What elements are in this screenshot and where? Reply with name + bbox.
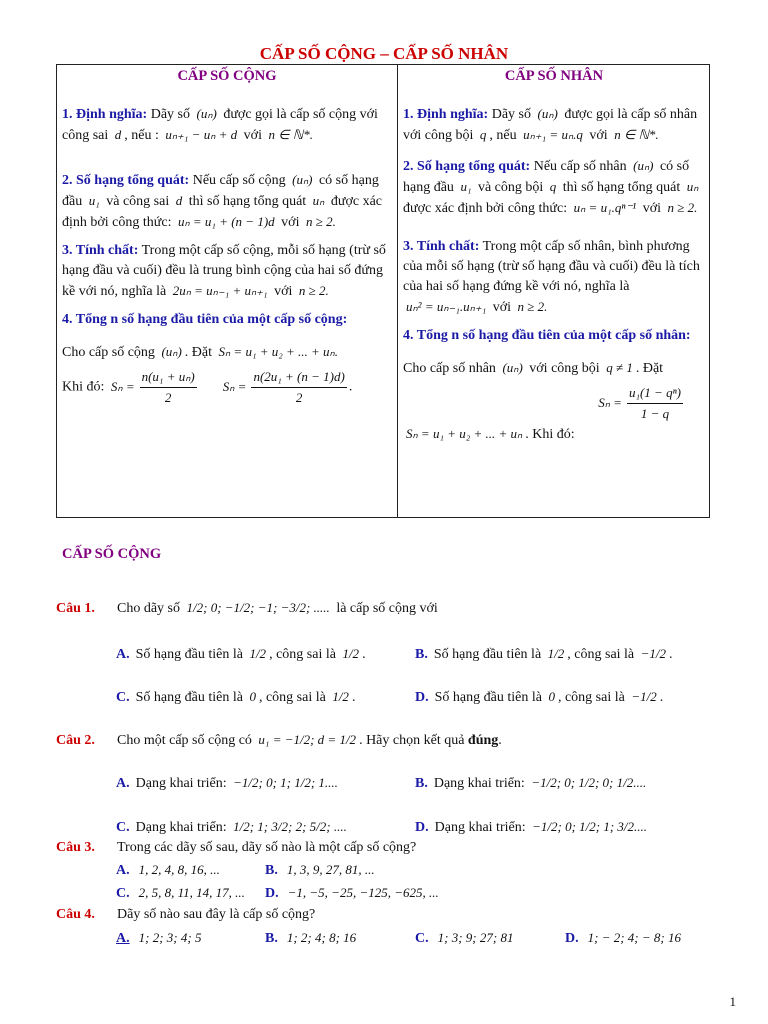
text: được gọi là cấp số cộng với công sai [62, 107, 378, 143]
option-c[interactable] [116, 819, 350, 836]
text: . Hãy chọn kết quả [359, 733, 468, 748]
text: , công sai là [258, 690, 330, 705]
math: 1, 3, 9, 27, 81, ... [286, 862, 375, 877]
option-b[interactable] [415, 775, 649, 792]
property-heading: 3. Tính chất: [62, 243, 139, 258]
math: uₙ₊₁ − uₙ + d [165, 127, 238, 142]
text: Dạng khai triển: [433, 776, 529, 791]
option-letter: B. [415, 776, 428, 791]
numerator: n(u₁ + uₙ) [140, 367, 197, 388]
numerator: n(2u₁ + (n − 1)d) [251, 367, 346, 388]
arithmetic-column [62, 66, 392, 416]
option-d[interactable] [565, 930, 684, 947]
option-d[interactable] [415, 819, 650, 836]
math: Sₙ = u₁ + u₂ + ... + uₙ. [218, 344, 338, 359]
option-letter: D. [415, 820, 429, 835]
math: 1, 2, 4, 8, 16, ... [138, 862, 220, 877]
geometric-sum [403, 326, 705, 445]
text: được xác định bởi công thức: [403, 201, 571, 216]
math: 1; 2; 4; 8; 16 [286, 930, 357, 945]
math: Sₙ = [598, 394, 622, 410]
option-c[interactable] [415, 930, 516, 947]
text: với [240, 128, 266, 143]
option-letter: C. [116, 886, 130, 901]
math: 1/2 [332, 689, 349, 704]
text: Số hạng đầu tiên là [135, 690, 247, 705]
math: uₙ = u₁.qⁿ⁻¹ [573, 200, 637, 215]
arithmetic-sum [62, 310, 392, 408]
definition-heading: 1. Định nghĩa: [403, 107, 489, 122]
math: (uₙ) [292, 172, 313, 187]
math: q ≠ 1 [606, 360, 633, 375]
option-a[interactable] [116, 862, 223, 879]
math: n ≥ 2. [517, 299, 548, 314]
text: với [270, 284, 296, 299]
math: n ∈ ℕ*. [614, 127, 659, 142]
text: và công sai [102, 194, 173, 209]
definition-heading: 1. Định nghĩa: [62, 107, 148, 122]
text: . [659, 690, 664, 705]
math: 1/2 [547, 646, 565, 661]
option-letter: D. [565, 931, 579, 946]
fraction [140, 367, 197, 408]
option-d[interactable] [265, 885, 442, 902]
denominator: 1 − q [640, 406, 670, 421]
text: Trong các dãy số sau, dãy số nào là một cấp số cộng? [117, 840, 417, 855]
geometric-definition [403, 104, 705, 146]
general-term-heading: 2. Số hạng tổng quát: [62, 173, 190, 188]
text: được xác định bởi công thức: [62, 194, 382, 230]
text: Cho cấp số cộng [62, 345, 159, 360]
math: q [549, 179, 557, 194]
text: Nếu cấp số nhân [530, 159, 631, 174]
option-letter: C. [415, 931, 429, 946]
option-letter: B. [415, 647, 428, 662]
question-3 [56, 840, 416, 856]
math: −1, −5, −25, −125, −625, ... [287, 885, 439, 900]
text: Khi đó: [62, 379, 108, 395]
option-letter: B. [265, 863, 278, 878]
math: uₙ [686, 179, 699, 194]
option-letter: C. [116, 690, 130, 705]
arithmetic-property [62, 241, 392, 302]
math: q [479, 127, 487, 142]
option-c[interactable] [116, 885, 248, 902]
math: 2uₙ = uₙ₋₁ + uₙ₊₁ [172, 283, 268, 298]
geometric-general-term [403, 156, 705, 219]
math: −1/2; 0; 1/2; 0; 1/2.... [531, 775, 647, 790]
math: −1/2 [640, 646, 667, 661]
text: Trong một cấp số cộng, mỗi số hạng (trừ số hạng đầu và cuối) đều là trung bình cộng của hai số đứng kề với nó, nghĩa là [62, 243, 386, 299]
option-b[interactable] [415, 646, 673, 663]
text: . [498, 733, 502, 748]
math: uₙ = u₁ + (n − 1)d [177, 214, 275, 229]
text: Dạng khai triển: [135, 776, 231, 791]
text: , công sai là [557, 690, 629, 705]
denominator: 2 [295, 390, 303, 405]
denominator: 2 [164, 390, 172, 405]
text: , công sai là [567, 647, 638, 662]
text: với [639, 201, 665, 216]
math: u₁ = −1/2; d = 1/2 [258, 732, 357, 747]
question-1 [56, 600, 438, 617]
text: Dãy số [488, 107, 535, 122]
text: với [277, 215, 303, 230]
option-b[interactable] [265, 930, 359, 947]
text: Số hạng đầu tiên là [433, 647, 545, 662]
math: 1/2; 0; −1/2; −1; −3/2; ..... [186, 600, 330, 615]
text: Dạng khai triển: [135, 820, 231, 835]
text: . Đặt [635, 361, 664, 376]
text: Số hạng đầu tiên là [135, 647, 247, 662]
text: với [489, 300, 515, 315]
math: 1; 3; 9; 27; 81 [437, 930, 514, 945]
question-label: Câu 2. [56, 733, 95, 748]
text: có số hạng đầu [403, 159, 690, 195]
math: n ≥ 2. [667, 200, 698, 215]
math: −1/2 [631, 689, 657, 704]
text: . Đặt [184, 345, 216, 360]
text: với [585, 128, 612, 143]
math: uₙ₊₁ = uₙ.q [523, 127, 583, 142]
option-d[interactable] [415, 689, 663, 706]
text: Dạng khai triển: [434, 820, 530, 835]
emphasis: đúng [467, 733, 499, 748]
question-4 [56, 907, 315, 923]
text: Cho cấp số nhân [403, 361, 500, 376]
math: (uₙ) [537, 106, 558, 121]
question-label: Câu 3. [56, 840, 95, 855]
question-label: Câu 1. [56, 601, 95, 616]
text: Số hạng đầu tiên là [434, 690, 546, 705]
fraction [627, 383, 683, 424]
option-a[interactable] [116, 646, 366, 663]
arithmetic-general-term [62, 170, 392, 233]
text: Cho dãy số [117, 601, 184, 616]
math: (uₙ) [502, 360, 523, 375]
option-letter: A. [116, 647, 130, 662]
question-2 [56, 732, 502, 749]
section-heading: CẤP SỐ CỘNG [62, 546, 162, 562]
math: 0 [249, 689, 256, 704]
general-term-heading: 2. Số hạng tổng quát: [403, 159, 531, 174]
text: Trong một cấp số nhân, bình phương của mỗi số hạng (trừ số hạng đầu và cuối) đều là tích của hai số hạng đứng kề với nó, nghĩa là [403, 239, 700, 294]
fraction [251, 367, 346, 408]
text: thì số hạng tổng quát [559, 180, 684, 195]
math: (uₙ) [633, 158, 654, 173]
math: n ∈ ℕ*. [268, 127, 313, 142]
property-heading: 3. Tính chất: [403, 239, 480, 254]
option-c[interactable] [116, 689, 355, 706]
math: 0 [548, 689, 555, 704]
question-label: Câu 4. [56, 907, 95, 922]
text: . [362, 647, 366, 662]
numerator: u₁(1 − qⁿ) [627, 383, 683, 404]
option-letter: A. [116, 931, 130, 946]
text: , nếu : [124, 128, 163, 143]
arithmetic-heading: CẤP SỐ CỘNG [177, 68, 277, 84]
math: Sₙ = [110, 378, 135, 394]
text: và công bội [474, 180, 547, 195]
math: u₁ [88, 193, 100, 208]
math: −1/2; 0; 1; 1/2; 1.... [233, 775, 338, 790]
text: . [669, 647, 673, 662]
math: −1/2; 0; 1/2; 1; 3/2.... [532, 819, 648, 834]
math: 2, 5, 8, 11, 14, 17, ... [138, 885, 245, 900]
text: là cấp số cộng với [332, 601, 438, 616]
option-letter: D. [265, 886, 279, 901]
sum-heading: 4. Tổng n số hạng đầu tiên của một cấp số nhân: [403, 328, 691, 343]
sum-heading: 4. Tổng n số hạng đầu tiên của một cấp số cộng: [62, 312, 348, 327]
math: (uₙ) [196, 106, 217, 121]
option-b[interactable] [265, 862, 378, 879]
text: có số hạng đầu [62, 173, 379, 209]
page-number: 1 [729, 994, 736, 1009]
math: 1; 2; 3; 4; 5 [138, 930, 202, 945]
option-letter: A. [116, 863, 130, 878]
math: 1/2; 1; 3/2; 2; 5/2; .... [233, 819, 347, 834]
text: , nếu [489, 128, 521, 143]
math: 1; − 2; 4; − 8; 16 [587, 930, 681, 945]
geometric-heading: CẤP SỐ NHÂN [504, 68, 604, 84]
text: Dãy số nào sau đây là cấp số cộng? [117, 907, 316, 922]
text: được gọi là cấp số nhân với công bội [403, 107, 698, 143]
math: Sₙ = u₁ + u₂ + ... + uₙ [406, 426, 523, 441]
table-divider [397, 64, 398, 518]
math: d [114, 127, 122, 142]
geometric-property [403, 237, 705, 318]
option-letter: D. [415, 690, 429, 705]
text: . Khi đó: [525, 427, 575, 442]
math: (uₙ) [161, 344, 182, 359]
math: n ≥ 2. [298, 283, 329, 298]
math: uₙ [312, 193, 325, 208]
text: . [351, 690, 356, 705]
geometric-column [403, 66, 705, 453]
text: , công sai là [269, 647, 340, 662]
math: uₙ² = uₙ₋₁.uₙ₊₁ [406, 299, 487, 314]
text: với công bội [525, 361, 604, 376]
text: . [348, 379, 353, 395]
math: u₁ [460, 179, 472, 194]
text: thì số hạng tổng quát [185, 194, 310, 209]
math: d [175, 193, 183, 208]
text: Cho một cấp số cộng có [117, 733, 256, 748]
option-letter: B. [265, 931, 278, 946]
option-a[interactable] [116, 930, 204, 947]
arithmetic-definition [62, 104, 392, 146]
text: Dãy số [147, 107, 194, 122]
option-letter: C. [116, 820, 130, 835]
option-a[interactable] [116, 775, 341, 792]
math: Sₙ = [222, 378, 247, 394]
page-title: CẤP SỐ CỘNG – CẤP SỐ NHÂN [259, 44, 509, 63]
text: Nếu cấp số cộng [189, 173, 290, 188]
math: n ≥ 2. [305, 214, 336, 229]
math: 1/2 [249, 646, 267, 661]
math: 1/2 [342, 646, 360, 661]
option-letter: A. [116, 776, 130, 791]
